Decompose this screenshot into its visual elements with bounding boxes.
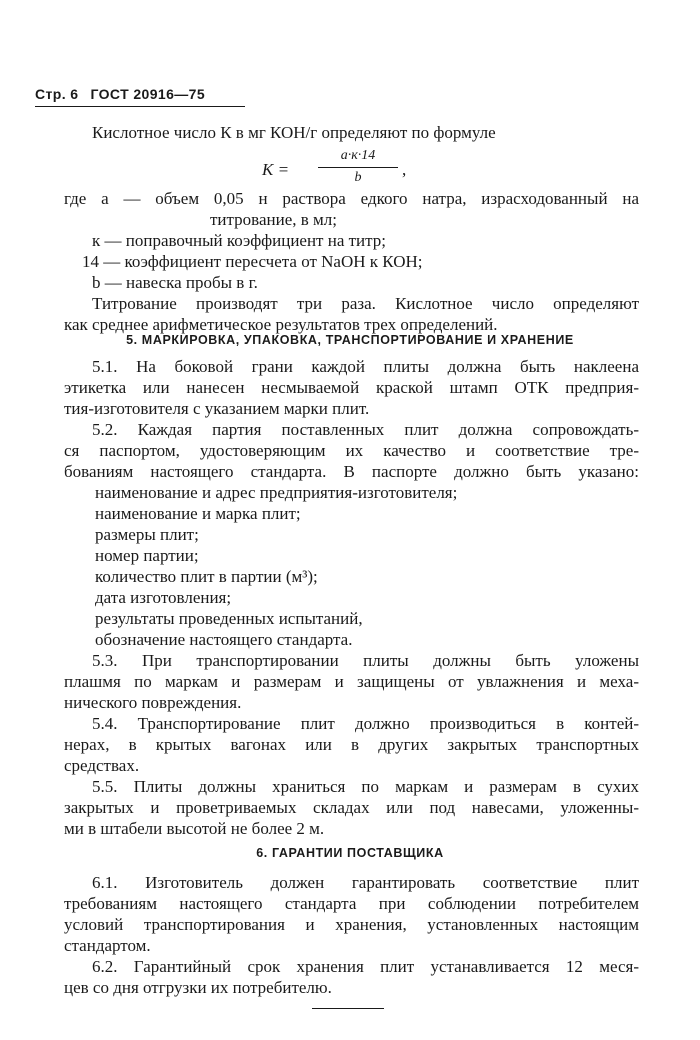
p51-line-2: этикетка или нанесен несмываемой краской штамп ОТК предприя- xyxy=(64,378,639,397)
list-item: наименование и адрес предприятия-изготовителя; xyxy=(95,483,458,502)
titration-line-2: как среднее арифметическое результатов трех определений. xyxy=(64,315,498,334)
where-line-k: к — поправочный коэффициент на титр; xyxy=(92,231,387,250)
formula-comma: , xyxy=(402,160,407,179)
list-item: размеры плит; xyxy=(95,525,199,544)
p52-line-3: бованиям настоящего стандарта. В паспорте должно быть указано: xyxy=(64,462,639,481)
formula-denominator: b xyxy=(354,170,362,185)
fraction-bar xyxy=(318,167,398,168)
list-item: дата изготовления; xyxy=(95,588,232,607)
list-item: наименование и марка плит; xyxy=(95,504,301,523)
end-rule xyxy=(312,1008,384,1009)
p55-line-1: 5.5. Плиты должны храниться по маркам и размерам в сухих xyxy=(92,777,639,796)
p51-line-1: 5.1. На боковой грани каждой плиты должна быть наклеена xyxy=(92,357,639,376)
p54-line-1: 5.4. Транспортирование плит должно производиться в контей- xyxy=(92,714,639,733)
where-line-a: где a — объем 0,05 н раствора едкого натра, израсходованный на xyxy=(64,189,639,208)
p62-line-1: 6.2. Гарантийный срок хранения плит устанавливается 12 меся- xyxy=(92,957,639,976)
formula-numerator: a·к·14 xyxy=(340,148,376,163)
p54-line-2: нерах, в крытых вагонах или в других закрытых транспортных xyxy=(64,735,639,754)
p61-line-2: требованиям настоящего стандарта при соблюдении потребителем xyxy=(64,894,639,913)
p55-line-2: закрытых и проветриваемых складах или под навесами, уложенны- xyxy=(64,798,639,817)
page-header xyxy=(35,86,245,102)
where-line-a-cont: титрование, в мл; xyxy=(210,210,337,229)
p62-line-2: цев со дня отгрузки их потребителю. xyxy=(64,978,332,997)
p51-line-3: тия-изготовителя с указанием марки плит. xyxy=(64,399,370,418)
standard-code: ГОСТ 20916—75 xyxy=(90,86,206,102)
where-line-b: b — навеска пробы в г. xyxy=(92,273,258,292)
list-item: обозначение настоящего стандарта. xyxy=(95,630,353,649)
p53-line-3: нического повреждения. xyxy=(64,693,242,712)
list-item: результаты проведенных испытаний, xyxy=(95,609,363,628)
list-item: номер партии; xyxy=(95,546,199,565)
p53-line-2: плашмя по маркам и размерам и защищены от увлажнения и меха- xyxy=(64,672,639,691)
where-line-14: 14 — коэффициент пересчета от NaOH к КОН; xyxy=(82,252,423,271)
p54-line-3: средствах. xyxy=(64,756,140,775)
p61-line-3: условий транспортирования и хранения, установленных настоящим xyxy=(64,915,639,934)
section-5-title: 5. МАРКИРОВКА, УПАКОВКА, ТРАНСПОРТИРОВАНИЕ И ХРАНЕНИЕ xyxy=(126,333,574,347)
section-6-title: 6. ГАРАНТИИ ПОСТАВЩИКА xyxy=(256,846,444,860)
titration-line-1: Титрование производят три раза. Кислотное число определяют xyxy=(92,294,639,313)
formula-lhs: K = xyxy=(262,160,290,179)
page-number: Стр. 6 xyxy=(35,86,79,102)
list-item: количество плит в партии (м³); xyxy=(95,567,318,586)
p53-line-1: 5.3. При транспортировании плиты должны быть уложены xyxy=(92,651,639,670)
p61-line-1: 6.1. Изготовитель должен гарантировать соответствие плит xyxy=(92,873,639,892)
formula-intro: Кислотное число К в мг КОН/г определяют по формуле xyxy=(92,123,496,142)
p55-line-3: ми в штабели высотой не более 2 м. xyxy=(64,819,325,838)
p52-line-1: 5.2. Каждая партия поставленных плит должна сопровождать- xyxy=(92,420,639,439)
p52-line-2: ся паспортом, удостоверяющим их качество и соответствие тре- xyxy=(64,441,639,460)
header-rule xyxy=(35,106,245,107)
p61-line-4: стандартом. xyxy=(64,936,151,955)
